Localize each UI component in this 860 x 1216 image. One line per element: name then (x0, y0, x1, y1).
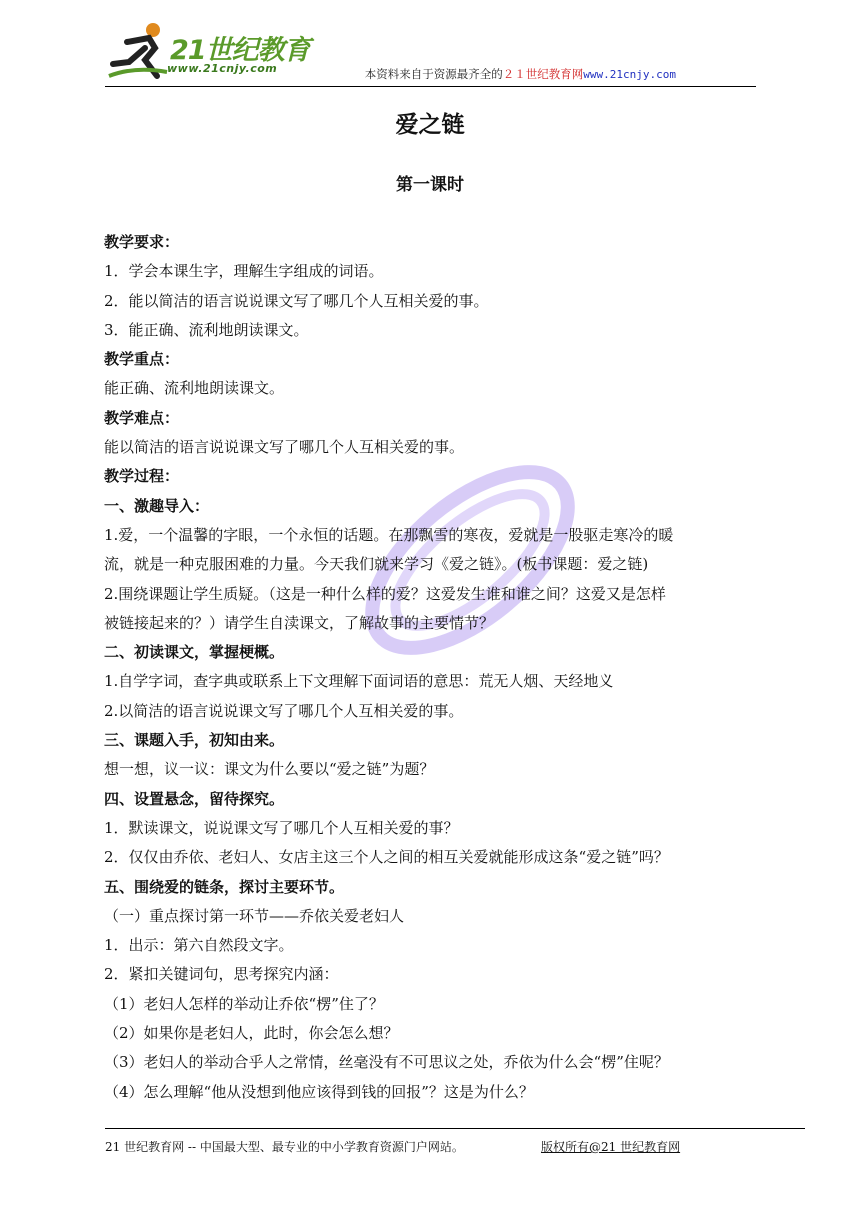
header-note-prefix: 本资料来自于资源最齐全的 (364, 67, 503, 81)
section-heading: 教学难点： (104, 408, 180, 427)
text-line: 能正确、流利地朗读课文。 (104, 379, 285, 398)
section-heading: 教学过程： (104, 467, 180, 486)
logo (105, 18, 325, 84)
section-heading: 教学要求： (104, 233, 180, 251)
section-heading: 三、课题入手，初知由来。 (104, 731, 285, 750)
section-heading: 四、设置悬念，留待探究。 (104, 789, 285, 808)
section-heading: 五、围绕爱的链条，探讨主要环节。 (104, 877, 345, 896)
page-title: 爱之链 (395, 112, 465, 138)
text-line: （3）老妇人的举动合乎人之常情，丝毫没有不可思议之处，乔依为什么会“楞”住呢？ (104, 1053, 669, 1072)
footer-left-text: 21 世纪教育网 -- 中国最大型、最专业的中小学教育资源门户网站。 (105, 1140, 464, 1154)
text-line: （一）重点探讨第一环节——乔依关爱老妇人 (104, 906, 405, 925)
text-line: （2）如果你是老妇人，此时，你会怎么想？ (104, 1024, 399, 1043)
header-note (365, 66, 676, 82)
text-line: 1．学会本课生字，理解生字组成的词语。 (104, 262, 384, 281)
text-line: 1．默读课文，说说课文写了哪几个人互相关爱的事？ (104, 818, 459, 837)
lesson-content (104, 228, 764, 1107)
page-footer (105, 1128, 805, 1155)
section-heading: 一、激趣导入： (104, 496, 210, 515)
section-heading: 二、初读课文，掌握梗概。 (104, 643, 285, 662)
text-line: 2．紧扣关键词句，思考探究内涵： (104, 965, 339, 984)
section-heading: 教学重点： (104, 350, 180, 369)
page-subtitle: 第一课时 (396, 175, 464, 195)
text-line: 1.自学字词，查字典或联系上下文理解下面词语的意思：荒无人烟、天经地义 (104, 672, 614, 691)
text-line: 1．出示：第六自然段文字。 (104, 936, 294, 955)
page-header (105, 18, 756, 87)
text-line: 想一想，议一议：课文为什么要以“爱之链”为题？ (104, 760, 435, 779)
text-line: 2．能以简洁的语言说说课文写了哪几个人互相关爱的事。 (104, 291, 489, 310)
footer-copyright-link[interactable]: 版权所有@21 世纪教育网 (541, 1140, 681, 1154)
text-line: （4）怎么理解“他从没想到他应该得到钱的回报”？这是为什么？ (104, 1082, 534, 1101)
text-line: 3．能正确、流利地朗读课文。 (104, 320, 309, 339)
text-line: 1.爱，一个温馨的字眼，一个永恒的话题。在那飘雪的寒夜，爱就是一股驱走寒冷的暖 (104, 525, 674, 544)
text-line: （1）老妇人怎样的举动让乔依“楞”住了？ (104, 994, 384, 1013)
text-line: 被链接起来的？）请学生自渎课文，了解故事的主要情节？ (104, 613, 495, 632)
text-line: 2.以简洁的语言说说课文写了哪几个人互相关爱的事。 (104, 701, 464, 720)
text-line: 流，就是一种克服困难的力量。今天我们就来学习《爱之链》。(板书课题：爱之链) (104, 555, 649, 574)
logo-text: 21世纪教育 (170, 35, 310, 66)
runner-logo-icon (105, 18, 175, 82)
logo-url: www.21cnjy.com (167, 62, 278, 75)
header-note-url[interactable]: www.21cnjy.com (583, 68, 676, 81)
text-line: 能以简洁的语言说说课文写了哪几个人互相关爱的事。 (104, 438, 465, 457)
text-line: 2.围绕课题让学生质疑。（这是一种什么样的爱？这爱发生谁和谁之间？这爱又是怎样 (104, 584, 666, 603)
text-line: 2．仅仅由乔依、老妇人、女店主这三个人之间的相互关爱就能形成这条“爱之链”吗？ (104, 848, 669, 867)
header-note-site: ２１世纪教育网 (502, 67, 584, 81)
